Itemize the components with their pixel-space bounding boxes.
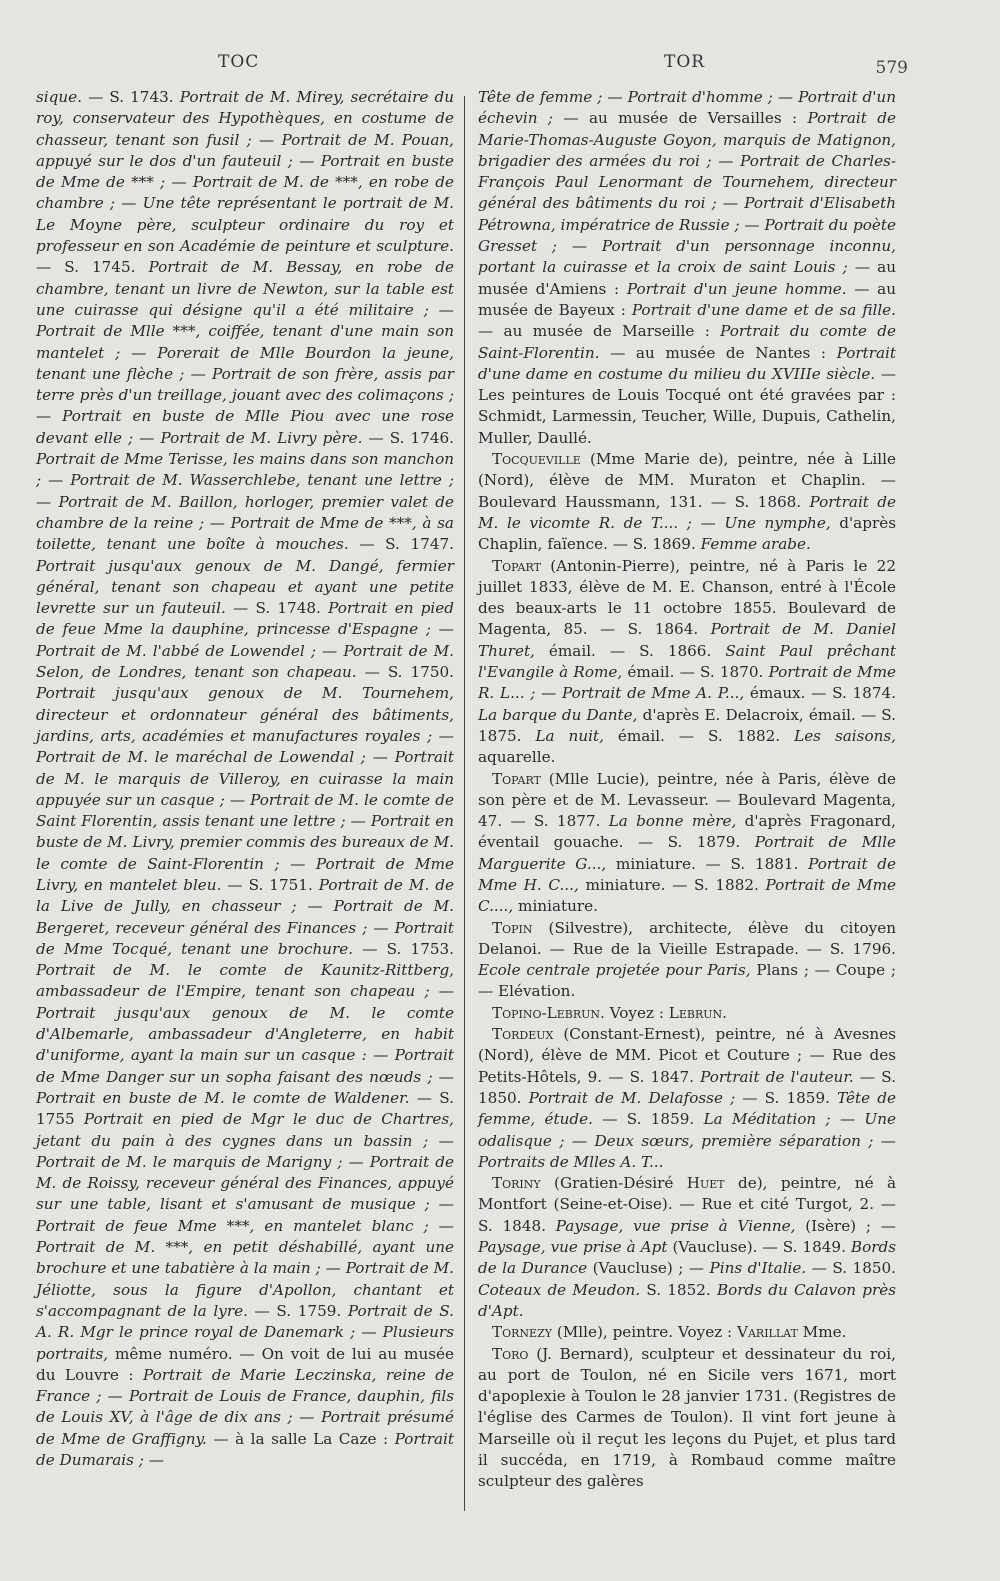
italic-run: Portrait d'une dame en costume du milieu du XVIIIe siècle. — [478, 343, 896, 383]
italic-run: Portrait de M. Delafosse ; — [528, 1088, 736, 1107]
text-run: — S. 1859. — [592, 1110, 704, 1129]
text-run: même numéro. — On voit de lui au musée du Louvre : — [36, 1344, 454, 1384]
italic-run: Portrait jusqu'aux genoux de M. Dangé, fermier général, tenant son chapeau et ayant une petite levrette sur un fauteuil. — [36, 556, 454, 618]
entry-name: Tocqueville — [492, 450, 581, 469]
italic-run: Tête de femme ; — Portrait d'homme ; — Portrait d'un échevin ; — [478, 88, 896, 128]
italic-run: Saint Paul prêchant l'Evangile à Rome, — [478, 641, 896, 682]
italic-run: Les saisons, — [794, 726, 896, 745]
text-run: — au musée d'Amiens : — [478, 258, 896, 298]
italic-run: sique. — [36, 88, 82, 106]
text-run: aquarelle. — [478, 748, 556, 767]
text-run: (Antonin-Pierre), peintre, né à Paris le 22 juillet 1833, élève de M. E. Chanson, entré à l'École des beaux-arts le 11 octobre 1855. Boulevard de Magenta, 85. — S. 1864. — [478, 556, 896, 639]
running-head-right: TOR — [664, 52, 706, 72]
entry-name: Tordeux — [492, 1025, 554, 1044]
text-run: miniature. — [513, 897, 598, 916]
text-run: — au musée de Nantes : — [599, 343, 837, 362]
paragraph — [36, 87, 454, 1471]
column-divider — [464, 96, 465, 1511]
text-run: (Constant-Ernest), peintre, né à Avesnes (Nord), élève de MM. Picot et Couture ; — Rue des Petits-Hôtels, 9. — S. 1847. — [478, 1025, 896, 1086]
text-run: d'après E. Delacroix, émail. — S. 1875. — [478, 705, 896, 745]
italic-run: Portrait du comte de Saint-Florentin. — [478, 322, 896, 362]
text-run: — au musée de Bayeux : — [478, 279, 896, 319]
italic-run: Portrait de Marie Leczinska, reine de France ; — Portrait de Louis de France, dauphin, fils de Louis XV, à l'âge de dix ans ; — Portrait présumé de Mme de Graffigny. — [36, 1365, 454, 1448]
entry-name: Topino-Lebrun — [492, 1003, 601, 1022]
entry-name: Toro — [492, 1344, 529, 1363]
italic-run: La nuit, — [535, 726, 604, 745]
entry-name: Topart — [492, 769, 541, 788]
text-run: — S. 1759. — [247, 1301, 348, 1320]
italic-run: Portrait d'un jeune homme. — [626, 279, 847, 298]
italic-run: Portrait d'une dame et de sa fille. — [631, 300, 896, 319]
text-run: — S. 1850. — [806, 1259, 897, 1278]
text-run: (Silvestre), architecte, élève du citoyen Delanoi. — Rue de la Vieille Estrapade. — S. 1796. — [478, 918, 896, 958]
italic-run: Paysage, vue prise à Vienne, — [555, 1216, 796, 1235]
text-run: émail. — S. 1882. — [603, 726, 795, 745]
text-run: — S. 1743. — [81, 88, 180, 106]
entry-name: Toriny — [492, 1174, 541, 1193]
italic-run: Portrait de M. de la Live de Jully, en chasseur ; — Portrait de M. Bergeret, receveur général des Finances ; — Portrait de Mme Tocqué, tenant une brochure. — [36, 875, 454, 958]
entry-name: Lebrun — [668, 1003, 723, 1022]
italic-run: Portrait de S. A. R. Mgr le prince royal de Danemark ; — Plusieurs portraits, — [36, 1301, 454, 1363]
text-run: — S. 1745. — [36, 258, 149, 277]
text-run: — S. 1755 — [36, 1088, 454, 1129]
italic-run: Tête de femme, étude. — [478, 1088, 896, 1129]
text-run: (Mlle Lucie), peintre, née à Paris, élève de son père et de M. Levasseur. — Boulevard Magenta, 47. — S. 1877. — [478, 769, 896, 831]
text-run: — S. 1859. — [735, 1088, 838, 1107]
italic-run: Portrait de l'auteur. — [700, 1067, 854, 1086]
page-number: 579 — [875, 58, 908, 78]
right-column — [478, 87, 896, 1493]
paragraph — [478, 87, 896, 449]
italic-run: Portrait de Marie-Thomas-Auguste Goyon, marquis de Matignon, brigadier des armées du roi ; — Portrait de Charles-François Paul Lenormant de Tournehem, directeur général des bâtiments du roi ; — Portrait d'Elisabeth Pétrowna, impératrice de Russie ; — Portrait du poète Gresset ; — Portrait d'un personnage inconnu, portant la cuirasse et la croix de saint Louis ; — [478, 109, 896, 277]
text-run: — S. 1750. — [356, 663, 454, 682]
paragraph — [478, 1024, 896, 1173]
text-run: (Vaucluse) ; — — [587, 1259, 710, 1278]
italic-run: Portrait de M. Mirey, secrétaire du roy, conservateur des Hypothèques, en costume de chasseur, tenant son fusil ; — Portrait de M. Pouan, appuyé sur le dos d'un fauteuil ; — Portrait en buste de Mme de *** ; — Portrait de M. de ***, en robe de chambre ; — Une tête représentant le portrait de M. Le Moyne père, sculpteur ordinaire du roy et professeur en son Académie de peinture et sculpture. — [36, 88, 454, 256]
text-run: — à la salle La Caze : — [206, 1429, 395, 1448]
italic-run: Bords de la Durance — [478, 1238, 897, 1278]
text-run: — au musée de Versailles : — [552, 109, 808, 128]
text-run: (Mlle), peintre. Voyez : — [552, 1323, 738, 1342]
text-run: . — [722, 1003, 727, 1022]
text-run: (Isère) ; — — [795, 1216, 896, 1235]
text-run: — S. 1751. — [221, 875, 319, 894]
italic-run: Femme arabe. — [700, 535, 811, 554]
italic-run: La bonne mère, — [608, 812, 737, 831]
text-run: — S. 1748. — [225, 599, 329, 618]
text-run: — S. 1746. — [362, 428, 455, 447]
italic-run: Paysage, vue prise à Apt — [478, 1238, 668, 1257]
paragraph — [478, 1322, 896, 1343]
text-run: (Gratien-Désiré — [540, 1174, 687, 1193]
text-run: émail. — S. 1866. — [534, 641, 726, 660]
italic-run: Portrait de Mme C...., — [478, 875, 896, 916]
running-head-left: TOC — [218, 52, 260, 72]
text-run: — S. 1753. — [353, 939, 455, 958]
italic-run: Portrait de M. le vicomte R. de T.... ; — Une nymphe, — [478, 492, 896, 532]
entry-name: Topin — [492, 918, 533, 937]
text-run: d'après Chaplin, faïence. — S. 1869. — [478, 513, 897, 554]
text-run: Mme. — [797, 1323, 847, 1342]
text-run: émaux. — S. 1874. — [744, 684, 896, 703]
entry-name: Topart — [492, 556, 541, 575]
text-run: — S. 1747. — [348, 535, 454, 554]
entry-name: Varillat — [737, 1323, 798, 1342]
left-column — [36, 87, 454, 1471]
entry-name: Huet — [686, 1174, 725, 1193]
text-run: émail. — S. 1870. — [622, 663, 769, 682]
text-run: — S. 1850. — [478, 1067, 896, 1107]
text-run: — au musée de Marseille : — [478, 322, 721, 341]
paragraph — [478, 449, 896, 555]
text-run: (Vaucluse). — S. 1849. — [667, 1238, 851, 1257]
italic-run: Portrait de Mme Terisse, les mains dans son manchon ; — Portrait de M. Wasserchlebe, tenant une lettre ; — Portrait de M. Baillon, horloger, premier valet de chambre de la reine ; — Portrait de Mme de ***, à sa toilette, tenant une boîte à mouches. — [36, 450, 454, 554]
italic-run: Portrait de M. le comte de Kaunitz-Rittberg, ambassadeur de l'Empire, tenant son chapeau ; — Portrait jusqu'aux genoux de M. le comte d'Albemarle, ambassadeur d'Angleterre, en habit d'uniforme, ayant la main sur un casque : — Portrait de Mme Danger sur un sopha faisant des nœuds ; — Portrait en buste de M. le comte de Waldener. — [36, 961, 454, 1107]
italic-run: Pins d'Italie. — [709, 1259, 807, 1278]
paragraph — [478, 1003, 896, 1024]
paragraph — [478, 1344, 896, 1493]
paragraph — [478, 918, 896, 1003]
paragraph — [478, 769, 896, 918]
text-run: — Les peintures de Louis Tocqué ont été gravées par : Schmidt, Larmessin, Teucher, Wille, Dupuis, Cathelin, Muller, Daullé. — [478, 364, 897, 447]
text-run: (Mme Marie de), peintre, née à Lille (Nord), élève de MM. Muraton et Chaplin. — Boulevard Haussmann, 131. — S. 1868. — [478, 450, 896, 511]
paragraph — [478, 1173, 896, 1322]
text-run: Plans ; — Coupe ; — Elévation. — [478, 961, 896, 1001]
italic-run: La Méditation ; — Une odalisque ; — Deux sœurs, première séparation ; — Portraits de Mlles A. T... — [478, 1110, 896, 1171]
italic-run: Coteaux de Meudon. — [478, 1280, 641, 1299]
text-run: (J. Bernard), sculpteur et dessinateur du roi, au port de Toulon, né en Sicile vers 1671, mort d'apoplexie à Toulon le 28 janvier 1731. (Registres de l'église des Carmes de Toulon). Il vint fort jeune à Marseille où il reçut les leçons du Pujet, et plus tard il succéda, en 1719, à Rombaud comme maître sculpteur des galères — [478, 1344, 896, 1491]
text-run: de), peintre, né à Montfort (Seine-et-Oise). — Rue et cité Turgot, 2. — S. 1848. — [478, 1174, 896, 1235]
italic-run: La barque du Dante, — [478, 705, 638, 724]
italic-run: Portrait de Dumarais ; — — [36, 1429, 454, 1469]
italic-run: Portrait de Mlle Marguerite G..., — [478, 833, 896, 873]
italic-run: Portrait de Mme R. L... ; — Portrait de Mme A. P..., — [478, 663, 896, 703]
entry-name: Tornezy — [492, 1323, 552, 1342]
italic-run: Portrait en pied de Mgr le duc de Chartres, jetant du pain à des cygnes dans un bassin ; — Portrait de M. le marquis de Marigny ; — Portrait de M. de Roissy, receveur général des Finances, appuyé sur une table, lisant et s'amusant de musique ; — Portrait de feue Mme ***, en mantelet blanc ; — Portrait de M. ***, en petit déshabillé, ayant une brochure et une tabatière à la main ; — Portrait de M. Jéliotte, sous la figure d'Apollon, chantant et s'accompagnant de la lyre. — [36, 1110, 454, 1320]
italic-run: Portrait jusqu'aux genoux de M. Tournehem, directeur et ordonnateur général des bâtiments, jardins, arts, académies et manufactures royales ; — Portrait de M. le maréchal de Lowendal ; — Portrait de M. le marquis de Villeroy, en cuirasse la main appuyée sur un casque ; — Portrait de M. le comte de Saint Florentin, assis tenant une lettre ; — Portrait en buste de M. Livry, premier commis des bureaux de M. le comte de Saint-Florentin ; — Portrait de Mme Livry, en mantelet bleu. — [36, 684, 454, 894]
text-run: miniature. — S. 1882. — [578, 875, 766, 894]
italic-run: Portrait en pied de feue Mme la dauphine, princesse d'Espagne ; — Portrait de M. l'abbé de Lowendel ; — Portrait de M. Selon, de Londres, tenant son chapeau. — [36, 599, 454, 682]
italic-run: Portrait de M. Daniel Thuret, — [478, 620, 897, 660]
italic-run: Ecole centrale projetée pour Paris, — [478, 961, 751, 980]
text-run: . Voyez : — [600, 1003, 669, 1022]
text-run: d'après Fragonard, éventail gouache. — S. 1879. — [478, 812, 896, 852]
italic-run: Portrait de M. Bessay, en robe de chambre, tenant un livre de Newton, sur la table est une cuirasse qui désigne qu'il a été militaire ; — Portrait de Mlle ***, coiffée, tenant d'une main son mantelet ; — Porerait de Mlle Bourdon la jeune, tenant une flèche ; — Portrait de son frère, assis par terre près d'un treillage, jouant avec des colimaçons ; — Portrait en buste de Mlle Piou avec une rose devant elle ; — Portrait de M. Livry père. — [36, 258, 455, 447]
italic-run: Bords du Calavon près d'Apt. — [478, 1280, 896, 1320]
paragraph — [478, 556, 896, 769]
text-run: S. 1852. — [640, 1280, 717, 1299]
italic-run: Portrait de Mme H. C..., — [478, 854, 896, 894]
text-run: miniature. — S. 1881. — [606, 854, 809, 873]
